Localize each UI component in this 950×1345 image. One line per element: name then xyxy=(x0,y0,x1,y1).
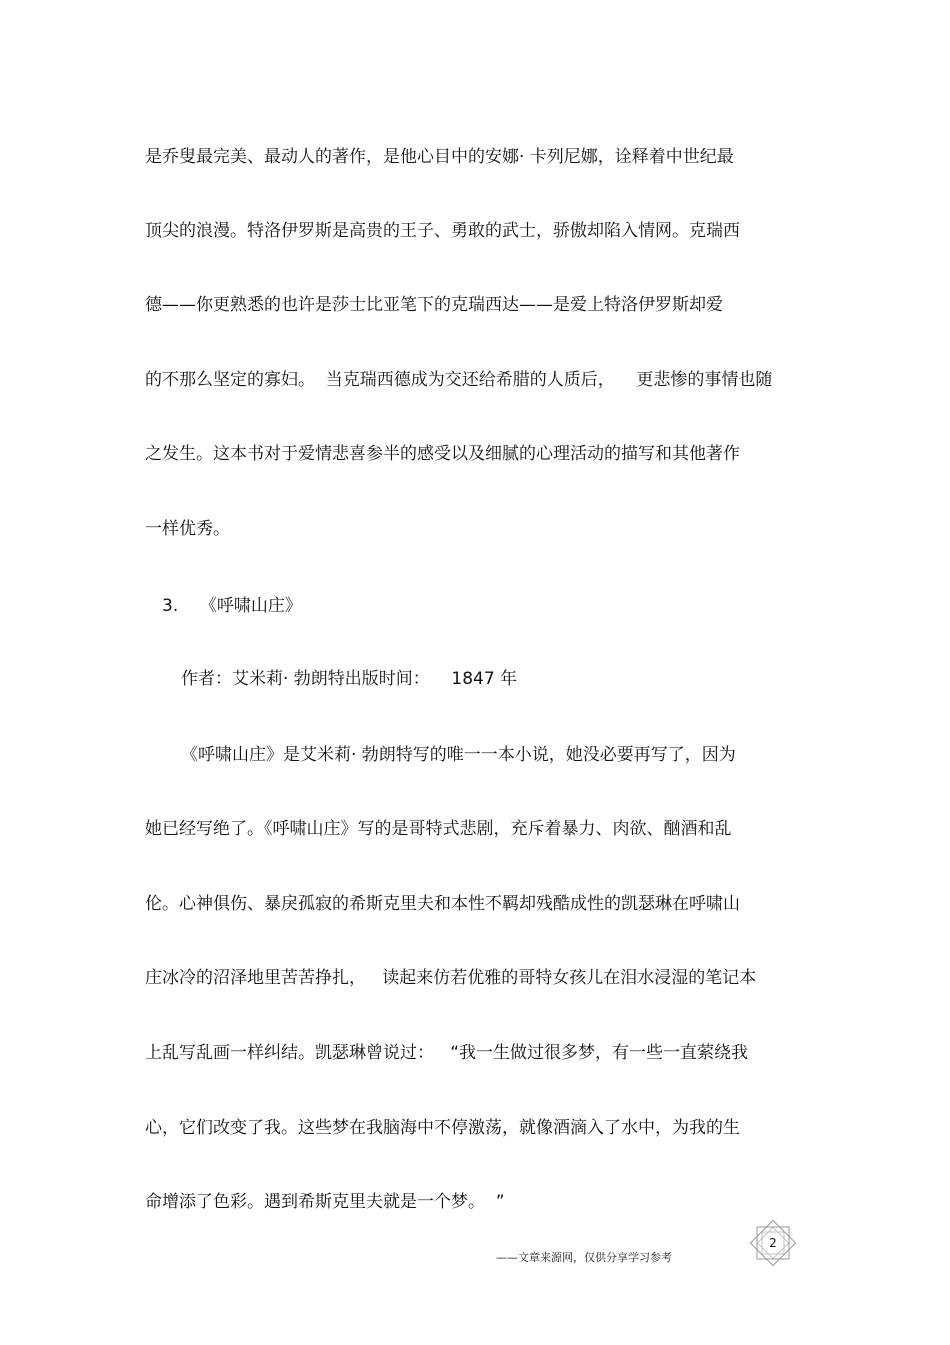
body-text-line: 一样优秀。 xyxy=(145,519,230,539)
body-text-line: 的不那么坚定的寡妇。 当克瑞西德成为交还给希腊的人质后， 更悲惨的事情也随 xyxy=(145,370,773,390)
body-text-line: 命增添了色彩。遇到希斯克里夫就是一个梦。 ” xyxy=(145,1192,505,1212)
body-text-line: 之发生。这本书对于爱情悲喜参半的感受以及细腻的心理活动的描写和其他著作 xyxy=(145,444,740,464)
page-number-badge xyxy=(748,1218,798,1268)
body-text-line: 是乔叟最完美、最动人的著作，是他心目中的安娜· 卡列尼娜，诠释着中世纪最 xyxy=(145,147,734,167)
author-line: 作者：艾米莉· 勃朗特出版时间： 1847 年 xyxy=(181,669,518,689)
body-text-line: 伦。心神俱伤、暴戾孤寂的希斯克里夫和本性不羁却残酷成性的凯瑟琳在呼啸山 xyxy=(145,894,740,914)
body-text-line: 上乱写乱画一样纠结。凯瑟琳曾说过： “我一生做过很多梦，有一些一直萦绕我 xyxy=(145,1043,749,1063)
section-heading: 3. 《呼啸山庄》 xyxy=(162,596,302,616)
body-text-line: 德——你更熟悉的也许是莎士比亚笔下的克瑞西达——是爱上特洛伊罗斯却爱 xyxy=(145,295,723,315)
body-text-line: 庄冰冷的沼泽地里苦苦挣扎， 读起来仿若优雅的哥特女孩儿在泪水浸湿的笔记本 xyxy=(145,968,757,988)
body-text-line: 她已经写绝了。《呼啸山庄》写的是哥特式悲剧，充斥着暴力、肉欲、酗酒和乱 xyxy=(145,819,732,839)
body-text-line: 顶尖的浪漫。特洛伊罗斯是高贵的王子、勇敢的武士，骄傲却陷入情网。克瑞西 xyxy=(145,221,740,241)
body-text-line: 心，它们改变了我。这些梦在我脑海中不停激荡，就像酒滴入了水中，为我的生 xyxy=(145,1118,740,1138)
page-number: 2 xyxy=(769,1236,777,1250)
source-footnote: ——文章来源网，仅供分享学习参考 xyxy=(496,1251,672,1264)
body-text-line: 《呼啸山庄》是艾米莉· 勃朗特写的唯一一本小说，她没必要再写了，因为 xyxy=(181,745,736,765)
